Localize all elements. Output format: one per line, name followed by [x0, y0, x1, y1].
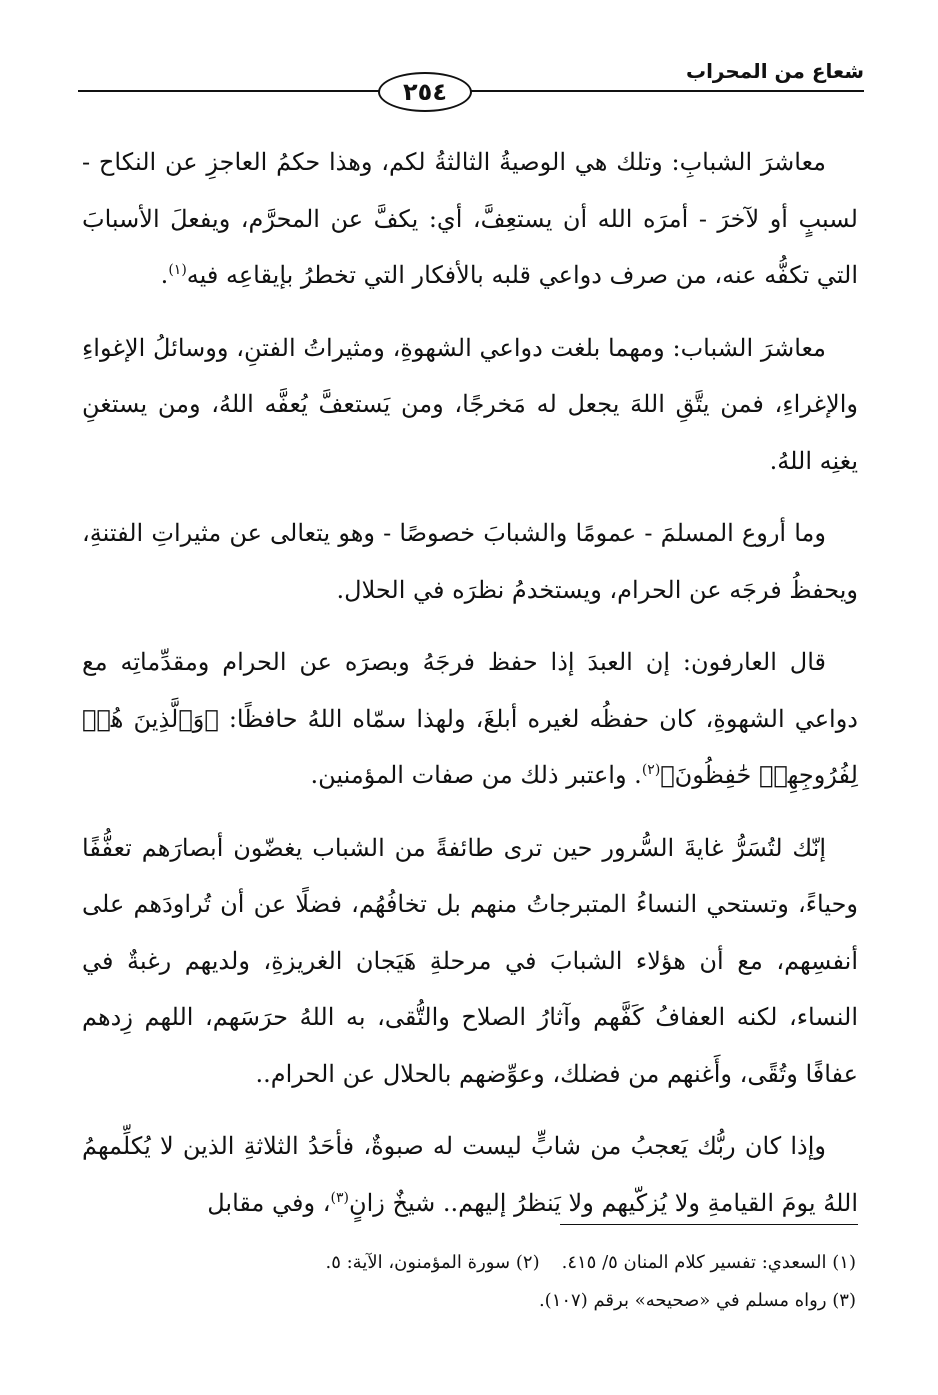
paragraph: [82, 320, 858, 490]
page-number: ٢٥٤: [378, 72, 472, 112]
footnote-3: (٣) رواه مسلم في «صحيحه» برقم (١٠٧).: [538, 1290, 856, 1311]
paragraph-tail: .: [160, 261, 169, 289]
paragraph-tail: . واعتبر ذلك من صفات المؤمنين.: [310, 761, 642, 789]
running-title: شعاع من المحراب: [685, 59, 864, 83]
paragraph-text: قال العارفون: إن العبدَ إذا حفظ فرجَهُ وبصرَه عن الحرام ومقدِّماتِه مع دواعي الشهوةِ، كان حفظُه لغيره أبلغَ، ولهذا سمّاه اللهُ حافظًا: ﴿وَٱلَّذِينَ هُمۡ لِفُرُوجِهِمۡ حَٰفِظُونَ﴾: [82, 648, 858, 789]
page-header: [78, 56, 864, 116]
footnote-1: (١) السعدي: تفسير كلام المنان ٥/ ٤١٥.: [561, 1252, 856, 1273]
paragraph-text: وإذا كان ربُّك يَعجبُ من شابٍّ ليست له صبوةٌ، فأحَدُ الثلاثةِ الذين لا يُكلِّمهمُ اللهُ يومَ القيامةِ ولا يُزكّيهم ولا يَنظرُ إليهم.. شيخٌ زانٍ: [82, 1132, 858, 1217]
footnote-rule: [560, 1224, 858, 1225]
paragraph-text: معاشرَ الشباب: ومهما بلغت دواعي الشهوةِ، ومثيراتُ الفتنِ، ووسائلُ الإغواءِ والإغراءِ، فمن يتَّقِ اللهَ يجعل له مَخرجًا، ومن يَستعفَّ يُعفَّه اللهُ، ومن يستغنِ يغنِه اللهُ.: [82, 333, 858, 475]
footnote-line: [80, 1244, 856, 1282]
paragraph-tail: ، وفي مقابل: [207, 1188, 331, 1217]
paragraph: [82, 1118, 858, 1231]
paragraph: [82, 634, 858, 804]
paragraph: [82, 820, 858, 1103]
footnotes: [80, 1244, 856, 1320]
footnote-2: (٢) سورة المؤمنون، الآية: ٥.: [325, 1252, 540, 1273]
paragraph-text: إنّك لتُسَرُّ غايةَ السُّرور حين ترى طائفةً من الشباب يغضّون أبصارَهم تعفُّفًا وحياءً، وتستحي النساءُ المتبرجاتُ منهم بل تخافُهُم، فضلًا عن أن تُراودَهم على أنفسِهم، مع أن هؤلاء الشبابَ في مرحلةِ هَيَجان الغريزةِ، ولديهم رغبةٌ في النساء، لكنه العفافُ كَفَّهم وآثارُ الصلاح والتُّقى، به اللهُ حرَسَهم، اللهم زِدهم عفافًا وتُقًى، وأَغنهم من فضلك، وعوِّضهم بالحلال عن الحرام..: [82, 833, 858, 1088]
paragraph: [82, 134, 858, 304]
paragraph-text: معاشرَ الشبابِ: وتلك هي الوصيةُ الثالثةُ لكم، وهذا حكمُ العاجزِ عن النكاح - لسببٍ أو لآخرَ - أمرَه الله أن يستعِفَّ، أي: يكفَّ عن المحرَّم، ويفعلَ الأسبابَ التي تكفُّه عنه، من صرف دواعي قلبه بالأفكار التي تخطرُ بإيقاعِه فيه: [82, 148, 858, 289]
footnote-ref[interactable]: (١): [168, 262, 187, 278]
body-text: [82, 134, 858, 1247]
paragraph-text: وما أروع المسلمَ - عمومًا والشبابَ خصوصًا - وهو يتعالى عن مثيراتِ الفتنةِ، ويحفظُ فرجَه عن الحرام، ويستخدمُ نظرَه في الحلال.: [82, 519, 858, 604]
paragraph: [82, 505, 858, 618]
footnote-ref[interactable]: (٢): [641, 762, 661, 778]
footnote-line: [80, 1282, 856, 1320]
footnote-ref[interactable]: (٣): [330, 1189, 349, 1206]
